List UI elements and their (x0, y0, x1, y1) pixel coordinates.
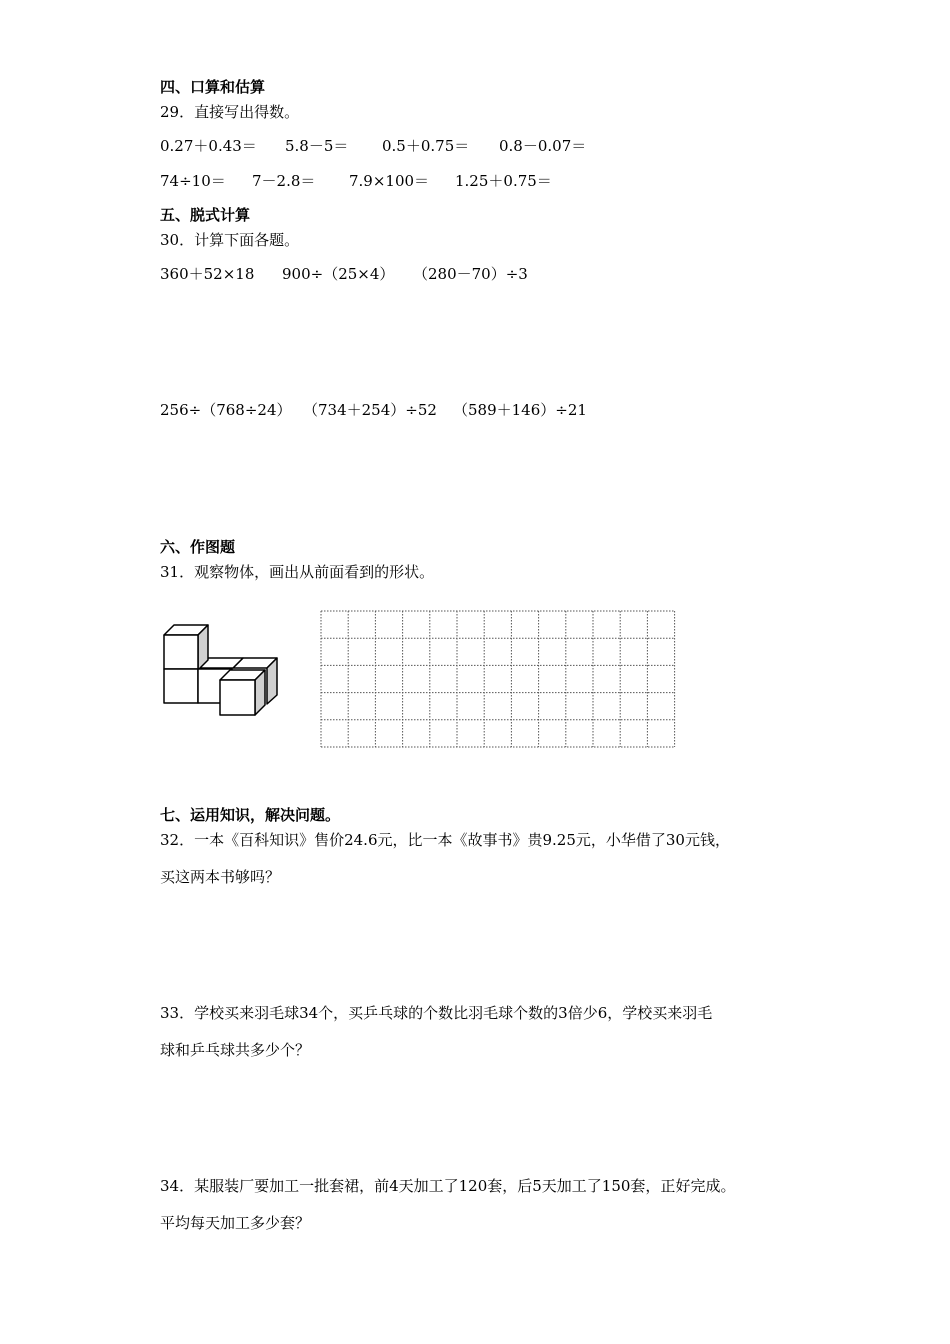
question-34-line-1: 34．某服装厂要加工一批套裙，前4天加工了120套，后5天加工了150套，正好完成。 (160, 1177, 736, 1195)
section-6-heading: 六、作图题 (160, 538, 236, 556)
question-32-line-2: 买这两本书够吗？ (160, 868, 281, 886)
cube-figure (160, 620, 285, 720)
oral-calc-row-1 (0, 136, 950, 156)
question-33-line-2: 球和乒乓球共多少个？ (160, 1041, 311, 1059)
expression: 74÷10＝ (160, 172, 226, 190)
expression: （280－70）÷3 (413, 265, 528, 283)
expression: 1.25＋0.75＝ (455, 172, 552, 190)
section-5-heading: 五、脱式计算 (160, 206, 251, 224)
expression: （589＋146）÷21 (453, 401, 587, 419)
expression: 0.27＋0.43＝ (160, 137, 257, 155)
section-7-heading: 七、运用知识，解决问题。 (160, 806, 341, 824)
step-calc-row-1 (0, 264, 950, 284)
oral-calc-row-2 (0, 171, 950, 191)
section-4-heading: 四、口算和估算 (160, 78, 266, 96)
expression: 256÷（768÷24） (160, 401, 292, 419)
expression: 360＋52×18 (160, 265, 255, 283)
expression: 7－2.8＝ (252, 172, 316, 190)
expression: 7.9×100＝ (349, 172, 430, 190)
dotted-grid[interactable] (320, 610, 676, 750)
question-31: 31．观察物体，画出从前面看到的形状。 (160, 563, 435, 581)
question-33-line-1: 33．学校买来羽毛球34个，买乒乓球的个数比羽毛球个数的3倍少6，学校买来羽毛 (160, 1004, 713, 1022)
expression: 0.5＋0.75＝ (382, 137, 470, 155)
question-29: 29．直接写出得数。 (160, 103, 300, 121)
expression: （734＋254）÷52 (303, 401, 437, 419)
question-30: 30．计算下面各题。 (160, 231, 300, 249)
expression: 0.8－0.07＝ (499, 137, 587, 155)
question-34-line-2: 平均每天加工多少套？ (160, 1214, 311, 1232)
step-calc-row-2 (0, 400, 950, 420)
question-32-line-1: 32．一本《百科知识》售价24.6元，比一本《故事书》贵9.25元，小华借了30元钱， (160, 831, 730, 849)
expression: 5.8－5＝ (285, 137, 349, 155)
expression: 900÷（25×4） (282, 265, 395, 283)
